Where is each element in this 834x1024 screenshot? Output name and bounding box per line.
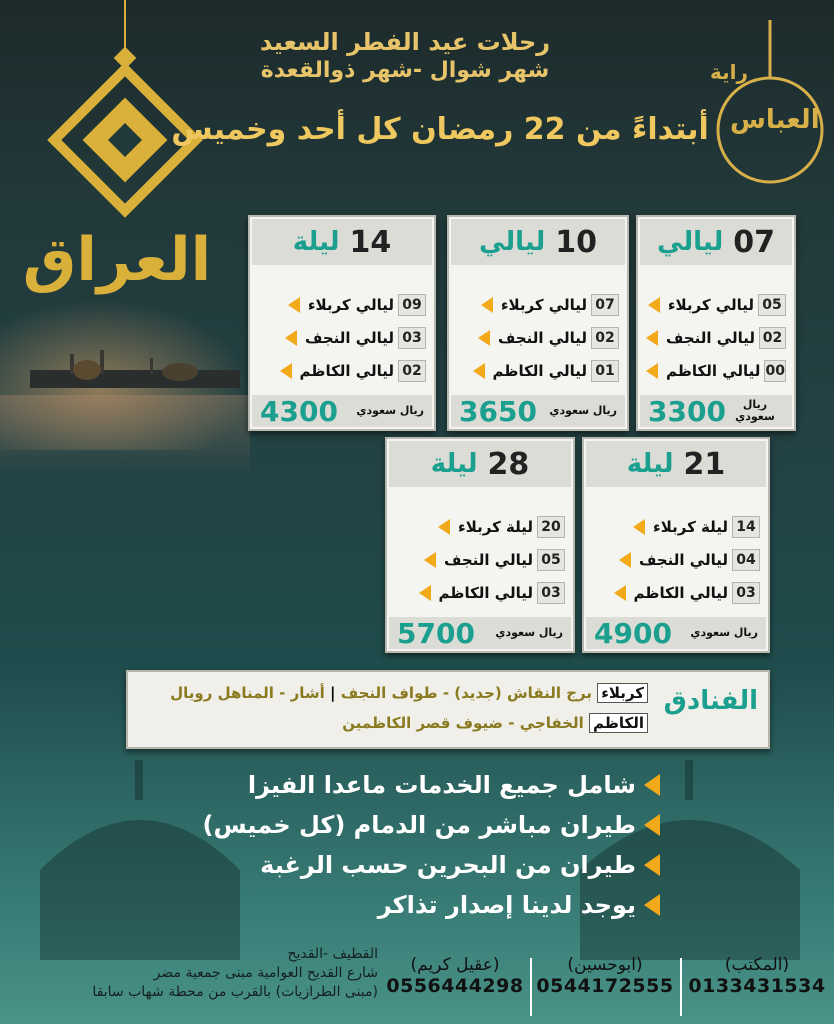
list-item xyxy=(592,547,760,573)
nights-number: 07 xyxy=(733,224,775,260)
currency-label: ريال سعودي xyxy=(735,398,775,423)
arrow-icon xyxy=(644,854,660,876)
arrow-icon xyxy=(644,814,660,836)
row-label: ليلة كربلاء xyxy=(458,518,533,536)
arrow-icon xyxy=(644,894,660,916)
row-label: ليالي النجف xyxy=(498,329,587,347)
hotel-names: الخفاجي - ضيوف قصر الكاظمين xyxy=(342,714,584,732)
price-value: 3300 xyxy=(648,394,726,428)
card-header xyxy=(252,219,432,265)
header-line-3: أبتداءً من 22 رمضان كل أحد وخميس xyxy=(171,112,709,147)
benefit-text: شامل جميع الخدمات ماعدا الفيزا xyxy=(247,771,636,799)
row-count: 03 xyxy=(732,582,760,604)
hotel-names: برج النقاش (جديد) - طواف النجف xyxy=(340,684,593,702)
arrow-icon xyxy=(280,363,292,379)
hotels-box xyxy=(126,670,770,749)
arrow-icon xyxy=(646,330,658,346)
row-count: 02 xyxy=(398,360,426,382)
row-count: 04 xyxy=(732,549,760,571)
price-value: 4900 xyxy=(594,616,672,650)
nights-unit: ليالي xyxy=(657,227,724,257)
row-label: ليالي كربلاء xyxy=(307,296,394,314)
divider xyxy=(680,958,682,1016)
phone-number[interactable]: 0556444298 xyxy=(386,975,524,997)
contact-aqeel xyxy=(380,955,530,997)
address-line-3: (مبنى الطرازيات) بالقرب من محطة شهاب سابقا xyxy=(92,984,378,1000)
arrow-icon xyxy=(424,552,436,568)
arrow-icon xyxy=(419,585,431,601)
nights-unit: ليلة xyxy=(626,449,674,479)
arrow-icon xyxy=(473,363,485,379)
price-value: 5700 xyxy=(397,616,475,650)
package-card-28 xyxy=(385,437,575,653)
row-label: ليالي الكاظم xyxy=(492,362,587,380)
benefit-text: طيران من البحرين حسب الرغبة xyxy=(260,851,636,879)
arrow-icon xyxy=(478,330,490,346)
row-label: ليالي النجف xyxy=(666,329,755,347)
row-count: 02 xyxy=(591,327,619,349)
package-card-10 xyxy=(447,215,629,431)
row-count: 03 xyxy=(537,582,565,604)
row-label: ليالي النجف xyxy=(444,551,533,569)
arrow-icon xyxy=(644,774,660,796)
row-count: 07 xyxy=(591,294,619,316)
list-item xyxy=(646,358,786,384)
office-address xyxy=(0,945,378,1002)
row-count: 05 xyxy=(537,549,565,571)
header-line-1: رحلات عيد الفطر السعيد xyxy=(259,28,551,56)
benefit-item xyxy=(248,770,664,800)
nights-number: 21 xyxy=(683,446,726,482)
nights-number: 28 xyxy=(487,446,530,482)
destination-title: العراق xyxy=(22,225,212,295)
row-count: 03 xyxy=(398,327,426,349)
hotels-label: الفنادق xyxy=(663,686,758,716)
arrow-icon xyxy=(285,330,297,346)
arrow-icon xyxy=(614,585,626,601)
row-label: ليالي النجف xyxy=(305,329,394,347)
price-value: 3650 xyxy=(459,394,537,428)
row-label: ليالي الكاظم xyxy=(299,362,394,380)
list-item xyxy=(258,358,426,384)
phone-number[interactable]: 0133431534 xyxy=(688,975,826,997)
contact-office xyxy=(682,955,832,997)
price-bar xyxy=(252,395,432,427)
list-item xyxy=(258,292,426,318)
currency-label: ريال سعودي xyxy=(356,404,424,417)
nights-number: 14 xyxy=(349,224,392,260)
list-item xyxy=(646,292,786,318)
price-bar xyxy=(451,395,625,427)
nights-unit: ليلة xyxy=(430,449,478,479)
row-label: ليالي كربلاء xyxy=(667,296,754,314)
row-count: 00 xyxy=(764,360,786,382)
city-kadhim: الكاظم xyxy=(589,713,648,733)
address-line-2: شارع القديح العوامية مبنى جمعية مضر xyxy=(153,965,378,981)
list-item xyxy=(395,514,565,540)
header-line-2: شهر شوال -شهر ذوالقعدة xyxy=(260,58,550,83)
currency-label: ريال سعودي xyxy=(690,626,758,639)
arrow-icon xyxy=(646,363,658,379)
arrow-icon xyxy=(481,297,493,313)
phone-number[interactable]: 0544172555 xyxy=(536,975,674,997)
hotels-line-1: كربلاء برج النقاش (جديد) - طواف النجف | أشار - المناهل رويال xyxy=(170,684,648,702)
price-bar xyxy=(586,617,766,649)
package-card-21 xyxy=(582,437,770,653)
nights-unit: ليالي xyxy=(479,227,546,257)
package-card-07 xyxy=(636,215,796,431)
benefit-text: طيران مباشر من الدمام (كل خميس) xyxy=(202,811,636,839)
row-label: ليالي الكاظم xyxy=(438,584,533,602)
card-header xyxy=(389,441,571,487)
package-card-14 xyxy=(248,215,436,431)
row-count: 14 xyxy=(732,516,760,538)
divider xyxy=(530,958,532,1016)
benefit-item xyxy=(203,810,664,840)
row-label: ليالي الكاظم xyxy=(666,362,761,380)
row-count: 20 xyxy=(537,516,565,538)
list-item xyxy=(592,514,760,540)
list-item xyxy=(395,547,565,573)
contact-label: (ابوحسين) xyxy=(567,955,643,975)
list-item xyxy=(395,580,565,606)
price-value: 4300 xyxy=(260,394,338,428)
benefit-text: يوجد لدينا إصدار تذاكر xyxy=(377,891,636,919)
list-item xyxy=(457,358,619,384)
nights-number: 10 xyxy=(555,224,597,260)
logo-text-main: العباس xyxy=(730,105,820,135)
benefit-item xyxy=(378,890,664,920)
price-bar xyxy=(640,395,792,427)
nights-unit: ليلة xyxy=(292,227,340,257)
arrow-icon xyxy=(438,519,450,535)
arrow-icon xyxy=(648,297,660,313)
row-label: ليالي كربلاء xyxy=(500,296,587,314)
card-header xyxy=(640,219,792,265)
row-label: ليالي الكاظم xyxy=(633,584,728,602)
row-count: 09 xyxy=(398,294,426,316)
shrine-skyline-image xyxy=(30,348,240,388)
list-item xyxy=(592,580,760,606)
row-label: ليلة كربلاء xyxy=(653,518,728,536)
row-count: 02 xyxy=(759,327,786,349)
contact-label: (المكتب) xyxy=(724,955,790,975)
row-count: 05 xyxy=(758,294,786,316)
row-label: ليالي النجف xyxy=(639,551,728,569)
hotels-line-2 xyxy=(342,714,648,732)
benefit-item xyxy=(260,850,664,880)
hotel-names: أشار - المناهل رويال xyxy=(170,684,325,702)
list-item xyxy=(457,325,619,351)
list-item xyxy=(457,292,619,318)
arrow-icon xyxy=(288,297,300,313)
contact-label: (عقيل كريم) xyxy=(410,955,500,975)
list-item xyxy=(646,325,786,351)
address-line-1: القطيف -القديح xyxy=(287,946,378,962)
water-reflection xyxy=(0,395,250,475)
currency-label: ريال سعودي xyxy=(495,626,563,639)
card-header xyxy=(586,441,766,487)
arrow-icon xyxy=(619,552,631,568)
list-item xyxy=(258,325,426,351)
row-count: 01 xyxy=(591,360,619,382)
city-karbala: كربلاء xyxy=(597,683,648,703)
price-bar xyxy=(389,617,571,649)
dome-silhouette-left xyxy=(20,760,260,960)
currency-label: ريال سعودي xyxy=(549,404,617,417)
logo-text-top: راية xyxy=(710,60,749,84)
arrow-icon xyxy=(633,519,645,535)
contact-abuhussain xyxy=(530,955,680,997)
card-header xyxy=(451,219,625,265)
